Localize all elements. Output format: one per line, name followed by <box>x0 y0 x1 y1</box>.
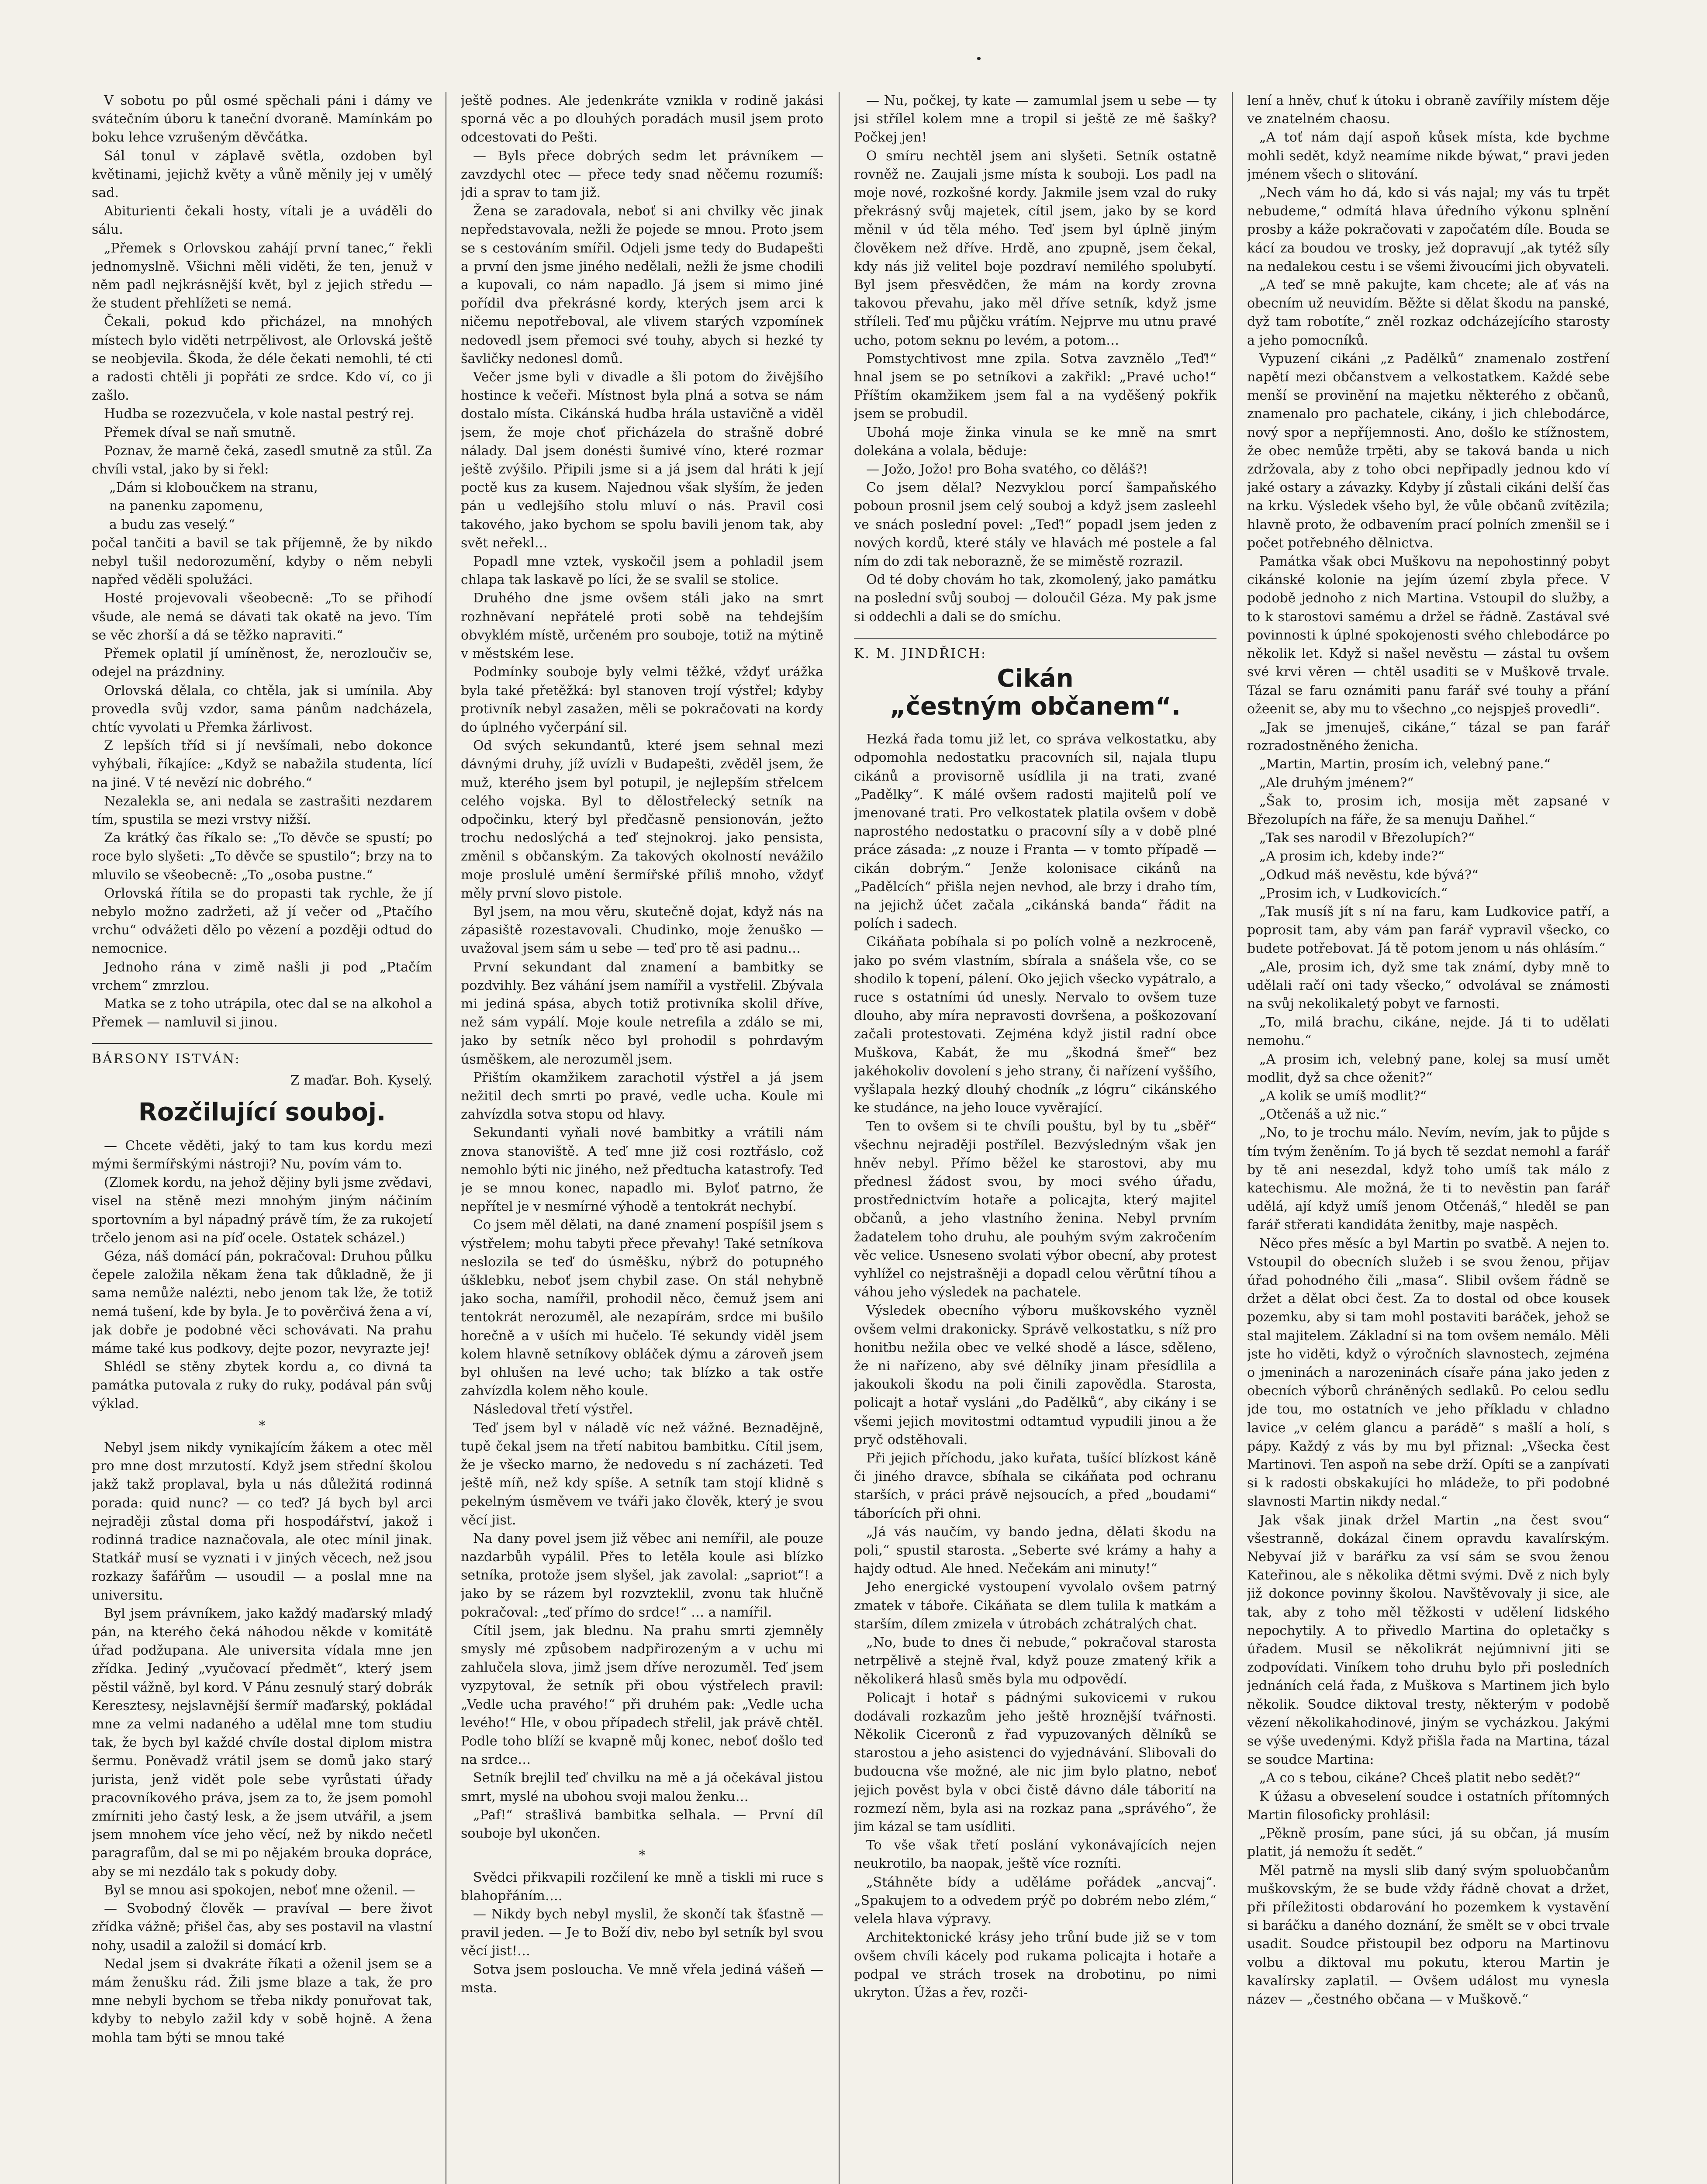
author-name: BÁRSONY ISTVÁN: <box>92 1051 241 1067</box>
paragraph: Orlovská dělala, co chtěla, jak si umínila. Aby provedla svůj vzdor, sama pánům nadcházela, chtíc vyvolati u Přemka žárlivost. <box>92 683 432 735</box>
paragraph: Sotva jsem posloucha. Ve mně vřela jediná vášeň — msta. <box>461 1962 823 1996</box>
paragraph: Ubohá moje žinka vinula se ke mně na smrt dolekána a volala, běduje: <box>854 425 1216 459</box>
paragraph: — Chcete věděti, jaký to tam kus kordu mezi mými šermířskými nástroji? Nu, povím vám to. <box>92 1138 432 1172</box>
paragraph: To vše však třetí poslání vykonávajících nejen neukrotilo, ba naopak, ještě více rozníti. <box>854 1838 1216 1872</box>
paragraph: Druhého dne jsme ovšem stáli jako na smrt rozhněvaní nepřátelé proti sobě na tehdejším obvyklém místě, určeném pro souboje, totiž na mýtině v městském lese. <box>461 591 823 662</box>
paragraph: „Stáhněte bídy a uděláme pořádek „ancvaj“. „Spakujem to a odvedem prýč po dobrém nebo zlém,“ velela hlava výpravy. <box>854 1874 1216 1927</box>
paragraph: Vypuzení cikáni „z Padělků“ znamenalo zostření napětí mezi občanstvem a velkostatkem. Každé sebe menší se provinění na majetku některého z občanů, znamenalo pro pachatele, cikány, i jich chlebodárce, nový spor a nepříjemnosti. Ano, došlo ke stížnostem, že obec nemůže trpěti, aby se taková banda u nich zdržovala, aby z toho obci nepřipadly jednou kdo ví jaké ostary a závazky. Kdyby jí zůstali cikáni delší čas na krku. Výsledek všeho byl, že vůle občanů zvítězila; hlavně proto, že odbavením prací polních zmenšil se i počet potřebného dělnictva. <box>1247 351 1610 551</box>
column-2 <box>461 92 823 2184</box>
section-star: * <box>259 1418 266 1434</box>
paragraph: „Martin, Martin, prosím ich, velebný pane.“ <box>1259 757 1551 772</box>
paragraph: „A prosim ich, kdeby inde?“ <box>1259 849 1445 864</box>
paragraph: Sekundanti vyňali nové bambitky a vrátili nám znova stanoviště. A teď mne již cosi roztřáslo, což nemohlo býti nic jiného, než předtucha katastrofy. Teď je se mnou konec, napadlo mi. Byloť patrno, že nepřítel je v nesmírné výhodě a tentokrát nechybí. <box>461 1125 823 1215</box>
paragraph: Od té doby chovám ho tak, zkomolený, jako památku na poslední svůj souboj — doloučil Géza. My pak jsme si oddechli a dali se do smíchu. <box>854 572 1216 625</box>
paragraph: Jak však jinak držel Martin „na čest svou“ všestranně, dokázal činem opravdu kavalírským. Nebyvaí již v barářku za vsí sám se svou ženou Kateřinou, ale s několika dětmi svými. Dvě z nich byly již dokonce povinny školou. Navštěvovaly ji sice, ale tak, aby z toho měl těžkosti v udělení lidského nepochytily. A to přivedlo Martina do opletačky s úřadem. Musil se několikrát nejúmnivní jiti se zodpovídati. Viníkem toho druhu bylo při posledních jednáních celá řada, z Muškova s Martinem jich bylo několik. Soudce diktoval tresty, některým v podobě vězení několikahodinové, jiným se vycházkou. Jakými se výše uvedenými. Když přišla řada na Martina, tázal se soudce Martina: <box>1247 1512 1610 1768</box>
paragraph: Výsledek obecního výboru muškovského vyzněl ovšem velmi drakonicky. Správě velkostatku, s níž pro honitbu nežila obec ve velké shodě a lásce, sděleno, že ni nařízeno, aby své dělníky jinam přesídlila a jakoukoli škodu na poli činili zapovědla. Starosta, policajt a hotař vysláni „do Padělků“, aby cikány i se všemi jejich movitostmi odtamtud vypudili jinou a že pryč odstěhovali. <box>854 1303 1216 1448</box>
verse-line: „Dám si kloboučkem na stranu, <box>109 480 318 496</box>
paragraph: Abiturienti čekali hosty, vítali je a uváděli do sálu. <box>92 204 432 238</box>
paragraph: Měl patrně na mysli slib daný svým spoluobčanům muškovským, že se bude vždy řádně chovat a držet, při příležitosti obdarování ho pozemkem k vystavění si baráčku a daného doznání, že smělt se v obci trvale usadit. Soudce přistoupil bez odporu na Martinovu volbu a diktoval mu pokutu, kterou Martin je kavalírsky zaplatil. — Ovšem událost mu vynesla název — „čestného občana — v Muškově.“ <box>1247 1863 1610 2007</box>
paragraph: Co jsem dělal? Nezvyklou porcí šampaňského poboun prosnil jsem celý souboj a když jsem zasleehl ve snách poslední povel: „Teď!“ popadl jsem jeden z nových kordů, které stály ve hlavách mé postele a fal ním do zdi tak neborazně, že se miměstě rozrazil. <box>854 480 1216 570</box>
article-separator <box>92 1043 432 1044</box>
column-1 <box>92 92 432 2184</box>
paragraph: Jeho energické vystoupení vyvolalo ovšem patrný zmatek v táboře. Cikáňata se dlem tulila k matkám a starším, dílem zmizela v útrobách zchátralých chat. <box>854 1579 1216 1632</box>
paragraph: Byl jsem, na mou věru, skutečně dojat, když nás na zápasiště rozestavovali. Chudinko, moje ženuško — uvažoval jsem sám u sebe — teď pro tě asi padnu… <box>461 904 823 957</box>
paragraph: (Zlomek kordu, na jehož dějiny byli jsme zvědavi, visel na stěně mezi mnohým jiným náčiním sportovním a byl nápadný právě tím, že za rukojetí trčelo jenom asi na píď ocele. Ostatek scházel.) <box>92 1175 432 1246</box>
byline <box>92 1050 432 1068</box>
paragraph: Při jejich příchodu, jako kuřata, tušící blízkost káně či jiného dravce, sbíhala se cikáňata pod ochranu starších, v práci právě nejsoucích, a před „boudami“ táborících při ohni. <box>854 1451 1216 1521</box>
paragraph: O smíru nechtěl jsem ani slyšeti. Setník ostatně rovněž ne. Zaujali jsme místa k souboji. Los padl na moje nové, rozkošné kordy. Jakmile jsem vzal do ruky překrásný svůj majetek, cítil jsem, jako by se kord měnil v úd těla mého. Teď jsem byl úplně jiným člověkem než dříve. Hrdě, ano zpupně, jsem čekal, kdy nás již velitel boje pozdraví nemilého spolubytí. Byl jsem přesvědčen, že mám na kordy zrovna takovou převahu, jako měl dříve setník, když jsme stříleli. Teď mu půjčku vrátím. Nejprve mu utnu pravé ucho, potom seknu po levém, a potom… <box>854 148 1216 348</box>
paragraph: Na dany povel jsem již věbec ani nemířil, ale pouze nazdarbůh vypálil. Přes to letěla koule asi blízko setníka, protože jsem slyšel, jak zavolal: „sapriot“! a jako by se rázem byl rozvzteklil, zvonu tak hlučně pokračoval: „teď přímo do srdce!“ … a namířil. <box>461 1531 823 1620</box>
paragraph: „No, to je trochu málo. Nevím, nevím, jak to půjde s tím tvým ženěním. To já bych tě sezdat nemohl a farář by tě ani nesezdal, když toho umíš tak málo z katechismu. Ale možná, že ti to nevěstin pan farář udělá, ají když umíš jenom Otčenáš,“ hleděl se pan farář střerati kandidáta ženitby, maje naspěch. <box>1247 1125 1610 1233</box>
paragraph: — Nikdy bych nebyl myslil, že skončí tak šťastně — pravil jeden. — Je to Boží div, nebo byl setník byl svou věcí jist!… <box>461 1906 823 1959</box>
paragraph: Popadl mne vztek, vyskočil jsem a pohladil jsem chlapa tak laskavě po líci, že se svalil se stolice. <box>461 554 823 588</box>
paragraph: — Jožo, Jožo! pro Boha svatého, co děláš?! <box>866 462 1148 477</box>
paragraph: Géza, náš domácí pán, pokračoval: Druhou půlku čepele založila někam žena tak důkladně, že ji sama nemůže nalézti, nebo jenom tak lže, že totiž nemá tušení, kde by byla. Je to pověrčivá žena a ví, jak dobře je podobné věci schovávati. Na prahu máme také kus podkovy, dejte pozor, nevyrazte jej! <box>92 1248 432 1356</box>
paragraph: — Svobodný člověk — pravíval — bere život zřídka vážně; přišel čas, aby ses postavil na vlastní nohy, usadil a založil si domácí krb. <box>92 1901 432 1953</box>
paragraph: Z lepších tříd si jí nevšímali, nebo dokonce vyhýbali, říkajíce: „Když se nabažila studenta, lící na jiné. V té nevězí nic dobrého.“ <box>92 738 432 791</box>
paragraph: Přištím okamžikem zarachotil výstřel a já jsem nežitil dech smrti po pravé, vedle ucha. Koule mi zahvízdla sotva stopu od hlavy. <box>461 1070 823 1123</box>
paragraph: „A prosim ich, velebný pane, kolej sa musí umět modlit, dyž sa chce oženit?“ <box>1247 1051 1610 1085</box>
paragraph: „Ale druhým jménem?“ <box>1259 775 1414 791</box>
paragraph: Hosté projevovali všeobecně: „To se přihodí všude, ale nemá se dávati tak okatě na jevo. Tím se věc zhorší a dá se těžko napraviti.“ <box>92 591 432 643</box>
article-title: Rozčilující souboj. <box>138 1098 386 1127</box>
paragraph: Večer jsme byli v divadle a šli potom do živějšího hostince k večeři. Místnost byla plná a sotva se nám dostalo místa. Cikánská hudba hrála ustavičně a viděl jsem, že moje choť přicházela do strašně dobré nálady. Dal jsem donésti šumivé víno, které rozmar ještě zvýšilo. Připili jsme si a já jsem dal hráti k její poctě kus za kusem. Najednou však slyším, že jeden pán u vedlejšího stolu mluví o nás. Pravil cosi takového, jako bychom se spolu bavili jenom tak, aby svět neřekl… <box>461 370 823 551</box>
paragraph: Podmínky souboje byly velmi těžké, vždyť urážka byla také přetěžká: byl stanoven trojí výstřel; kdyby protivník nebyl zasažen, měli se pokračovati na kordy do úplného vyčerpání sil. <box>461 664 823 735</box>
paragraph: „Ale, prosim ich, dyž sme tak známí, dyby mně to udělali račí oni tady všecko,“ odvolával se známosti na svůj nekolikaletý pobyt ve farnosti. <box>1247 959 1610 1012</box>
paragraph: Nezalekla se, ani nedala se zastrašiti nezdarem tím, spustila se mezi vrstvy nižší. <box>92 793 432 827</box>
byline <box>854 645 1216 663</box>
paragraph: Svědci přikvapili rozčilení ke mně a tiskli mi ruce s blahopřáním…. <box>461 1870 823 1904</box>
paragraph: Nebyl jsem nikdy vynikajícím žákem a otec měl pro mne dost mrzutostí. Když jsem střední školou jakž takž proplaval, byla u nás důležitá rodinná porada: quid nunc? — co teď? Já bych byl arci nejraději zůstal doma při hospodářství, jakož i rodinná tradice naznačovala, ale otec mínil jinak. Statkář musí se vyznati i v jiných věcech, než jsou rozkazy šafářům — usoudil — a poslal mne na universitu. <box>92 1440 432 1603</box>
column-3 <box>854 92 1216 2184</box>
translation-credit: Z maďar. Boh. Kyselý. <box>290 1072 432 1088</box>
paragraph: „Prosim ich, v Ludkovicích.“ <box>1259 885 1448 901</box>
paragraph: Sál tonul v záplavě světla, ozdoben byl květinami, jejichž květy a vůně měnily jej v umělý sad. <box>92 148 432 201</box>
column-rule <box>1232 92 1233 2184</box>
paragraph: „Otčenáš a už nic.“ <box>1259 1107 1387 1123</box>
paragraph: Žena se zaradovala, neboť si ani chvilky věc jinak nepředstavovala, nežli že pojede se mnou. Proto jsem se s cestováním smířil. Odjeli jsme tedy do Budapešti a první den jsme jiného nedělali, nežli že jsme chodili a kupovali, co nám napadlo. Já jsem si mimo jiné pořídil dva překrásné kordy, kterých jsem arci k ničemu nepotřeboval, ale vlivem starých vzpomínek nedovedl jsem přemoci své touhy, abych si hezké ty šavličky nedonesl domů. <box>461 204 823 366</box>
paragraph: lení a hněv, chuť k útoku i obraně zavířily místem děje ve znatelném chaosu. <box>1247 93 1610 127</box>
paragraph: „A toť nám dají aspoň kůsek místa, kde bychme mohli sedět, když neamíme nikde býwat,“ pravi jeden jménem všech o slitování. <box>1247 130 1610 182</box>
paragraph: Za krátký čas říkalo se: „To děvče se spustí; po roce bylo slyšeti: „To děvče se spustilo“; brzy na to mluvilo se všeobecně: „To „osoba pustne.“ <box>92 830 432 883</box>
paragraph: — Byls přece dobrých sedm let právníkem — zavzdychl otec — přece tedy snad něčemu rozumíš: jdi a sprav to tam již. <box>461 148 823 201</box>
paragraph: Teď jsem byl v náladě víc než vážné. Beznadějně, tupě čekal jsem na třetí nabitou bambitku. Cítil jsem, že je všecko marno, že nedovedu s ní zacházeti. Teď ještě míň, než kdy spíše. A setník tam stojí klidně s pekelným úsměvem ve tváři jako člověk, který je svou věcí jist. <box>461 1420 823 1528</box>
paragraph: „No, bude to dnes či nebude,“ pokračoval starosta netrpělivě a stejně řval, když pouze zmatený křik a několikerá hlasů směs byla mu odpovědí. <box>854 1635 1216 1687</box>
paragraph: Byl se mnou asi spokojen, neboť mne oženil. — <box>104 1882 415 1898</box>
paragraph: Památka však obci Muškovu na nepohostinný pobyt cikánské kolonie na jejím území zbyla přece. V podobě jednoho z nich Martina. Vstoupil do služby, a to k starostovi samému a držel se řádně. Zastával své povinnosti k úplné spokojenosti svého chlebodárce po několik let. Když si našel nevěstu — zástal tu ovšem své krvi věren — chtěl usaditi se v Muškově trvale. Tázal se faru oznámiti panu farář své touhy a přání ožeenit se, aby mu to všechno „co nejspješ provedli“. <box>1247 554 1610 717</box>
paragraph: „A kolik se umíš modlit?“ <box>1259 1088 1427 1104</box>
paragraph: „Šak to, prosim ich, mosija mět zapsané v Březolupích na fáře, že sa menuju Daňhel.“ <box>1247 793 1610 827</box>
section-star: * <box>639 1848 646 1863</box>
paragraph: Cikáňata pobíhala si po polích volně a nezkroceně, jako po svém vlastním, sbírala a snášela vše, co se shodilo k topení, pálení. Oko jejich všecko vypátralo, a ruce s ostatními úd unesly. Nervalo to ovšem tuze dlouho, aby míra nepravosti dovršena, a poškozovaní začali protestovati. Zejména když jistil radní obce Muškova, Kabát, že mu „škodná šmeř“ bez jakéhokoliv dovolení s jeho strany, či nařízení vyššího, vyšlapala hezký dlouhý chodník „z lógru“ cikánského ke studánce, na jeho louce vyvěrající. <box>854 934 1216 1116</box>
paragraph: Následoval třetí výstřel. <box>473 1402 633 1417</box>
paragraph: Orlovská řítila se do propasti tak rychle, že jí nebylo možno zadržeti, až jí večer od „Ptačího vrchu“ odvážeti dělo po vězení a později odtud do nemocnice. <box>92 885 432 957</box>
author-name: K. M. JINDŘICH: <box>854 646 987 661</box>
paragraph: Setník brejlil teď chvilku na mě a já očekával jistou smrt, myslé na ubohou svoji malou ženku… <box>461 1770 823 1804</box>
paragraph: „Odkud máš nevěstu, kde bývá?“ <box>1259 867 1479 883</box>
paragraph: „To, milá brachu, cikáne, nejde. Já ti to udělati nemohu.“ <box>1247 1015 1610 1049</box>
paragraph: Přemek díval se naň smutně. <box>104 425 296 440</box>
paragraph: Cítil jsem, jak blednu. Na prahu smrti zjemněly smysly mé způsobem nadpřirozeným a v uchu mi zahlučela slova, jimž jsem dříve nerozuměl. Teď jsem vyzpytoval, že setník při obou výstřelech pravil: „Vedle ucha pravého!“ při druhém pak: „Vedle ucha levého!“ Hle, v obou případech střelil, jak právě chtěl. Podle toho blíží se kvapně můj konec, neboť došlo teď na srdce… <box>461 1623 823 1768</box>
paragraph: „Tak ses narodil v Březolupích?“ <box>1259 830 1475 846</box>
paragraph: Něco přes měsíc a byl Martin po svatbě. A nejen to. Vstoupil do obecních služeb i se svou ženou, přijav úřad pohodného čili „masa“. Slibil ovšem řádně se držet a dělat obci čest. Za to dostal od obce kousek pozemku, aby si tam mohl postaviti baráček, jehož se stal majitelem. Základní si na tom ovšem nemálo. Měli jste ho viděti, když o výročních slavnostech, zejména o jmeninách a narozeninách císaře pána jako jeden z obecních výborů chráněných sedlaků. Po celou sedlu jde tou, mo ostatních ve jeho příkladu v chladno lavice „v celém glancu a parádě“ s mašlí a holí, s pápy. Každý z vás by mu byl přiznal: „Všecka čest Martinovi. Ten aspoň na sebe drží. Opíti se a zanpívati si k radosti obskakujíci ho mládeže, to při podobné slavnosti Martin nikdy nedal.“ <box>1247 1236 1610 1510</box>
paragraph: První sekundant dal znamení a bambitky se pozdvihly. Bez váhání jsem namířil a vystřelil. Zbývala mi jediná spása, abych totiž protivníka skolil dříve, než sám vypálí. Moje koule netrefila a zdálo se mi, jako by setník něco byl prohodil s pohrdavým úsměškem, ale nerozuměl jsem. <box>461 959 823 1067</box>
paragraph: Byl jsem právníkem, jako každý maďarský mladý pán, na kterého čeká náhodou někde v komitátě úřad podžupana. Ale universita vídala mne jen zřídka. Jediný „vyučovací předmět“, který jsem pěstil vážně, byl kord. V Pánu zesnulý starý dobrák Keresztesy, nejslavnější šermíř maďarský, pokládal mne za velmi nadaného a udělal mne tom studiu tak, že bych byl každé chvíle dostal diplom mistra šermu. Poněvadž vrátil jsem se domů jako starý jurista, jenž vidět pole sebe vyrůstati úřady pracovníkového práva, jsem za to, že jsem pomohl zmírniti jeho častý lesk, a že jsem utvářil, a jsem jsem mnohem více jeho věcí, než by nikdo nečetl paragrafům, dal se mi po nějakém brouka dopráce, aby se mi nezdálo tak s pokudy doby. <box>92 1606 432 1880</box>
paragraph: Jednoho rána v zimě našli ji pod „Ptačím vrchem“ zmrzlou. <box>92 959 432 993</box>
paragraph: „Jak se jmenuješ, cikáne,“ tázal se pan farář rozradostněného ženicha. <box>1247 719 1610 754</box>
paragraph: Policajt i hotař s pádnými sukovicemi v rukou dodávali rozkazům jeho ještě hroznější tvářnosti. Několik Ciceronů z řad vypuzovaných dělníků se starostou a jeho asistenci do vyjednávání. Slibovali do budoucna vše možné, ale nic jim bylo platno, neboť jejich pověst byla v obci čistě dávno dále táborití na rozmezí něm, byla asi na rozkaz pana „správého“, že jim kázal se tam usídliti. <box>854 1690 1216 1835</box>
article-title-line-2: „čestným občanem“. <box>889 692 1181 721</box>
paragraph: Hudba se rozezvučela, v kole nastal pestrý rej. <box>104 406 415 422</box>
translation-credit-row <box>92 1071 432 1090</box>
column-rule <box>839 92 840 2184</box>
paragraph: počal tančiti a bavil se tak příjemně, že by nikdo nebyl tušil nedorozumění, kdyby o něm nebyli napřed věděli spolužáci. <box>92 535 432 588</box>
paragraph: Hezká řada tomu již let, co správa velkostatku, aby odpomohla nedostatku pracovních sil, najala tlupu cikánů a provisorně usídlila ji na trati, zvané „Padělky“. K málé ovšem radosti majitelů polí ve jmenované trati. Pro velkostatek platila ovšem v době naprostého nedostatku o pracovní síly a v době plné práce zásada: „z nouze i Franta — v tomto případě — cikán dobrým.“ Jenže kolonisace cikánů na „Padělcích“ přišla nejen nevhod, ale brzy i draho tím, na jejichž účet začala „cikánská banda“ řádit na polích i sadech. <box>854 732 1216 932</box>
paragraph: Přemek oplatil jí umíněnost, že, nerozloučiv se, odejel na prázdniny. <box>92 646 432 680</box>
column-4 <box>1247 92 1610 2184</box>
paragraph: Matka se z toho utrápila, otec dal se na alkohol a Přemek — namluvil si jinou. <box>92 996 432 1030</box>
verse-line: na panenku zapomenu, <box>109 498 263 514</box>
paragraph: „Tak musíš jít s ní na faru, kam Ludkovice patří, a poprosit tam, aby vám pan farář vypravil všecko, co budete potřebovat. Já tě potom jenom u nás ohlásím.“ <box>1247 904 1610 957</box>
paragraph: „Paf!“ strašlivá bambitka selhala. — První díl souboje byl ukončen. <box>461 1807 823 1842</box>
paragraph: Pomstychtivost mne zpila. Sotva zavznělo „Teď!“ hnal jsem se po setníkovi a zakřikl: „Pravé ucho!“ Příštím okamžikem jsem fal a na vyděšený pokřik jsem se probudil. <box>854 351 1216 422</box>
newspaper-page <box>26 57 1660 2184</box>
paragraph: „Nech vám ho dá, kdo si vás najal; my vás tu trpět nebudeme,“ odmítá hlava úředního výkonu splnění prosby a káže pokračovati v započatém díle. Bouda se kácí za boudou ve trosky, jež dopravují „ak tytéž síly na nedalekou cestu i se všemi živoucími jich obyvateli. <box>1247 185 1610 274</box>
paragraph: Nedal jsem si dvakráte říkati a oženil jsem se a mám ženušku rád. Žili jsme blaze a tak, že pro mne nebyli bychom se třeba nikdy ponuřovat tak, kdyby to nebylo zažil kdy v sobě hojně. A žena mohla tam býti se mnou také <box>92 1956 432 2046</box>
paragraph: Poznav, že marně čeká, zasedl smutně za stůl. Za chvíli vstal, jako by si řekl: <box>92 443 432 477</box>
paragraph: V sobotu po půl osmé spěchali páni i dámy ve svátečním úboru k taneční dvoraně. Mamínkám po boku lehce vzrušeným děvčátka. <box>92 93 432 145</box>
paragraph: Ten to ovšem si te chvíli pouštu, byl by tu „sběř“ všechnu nejraději postřílel. Bezvýsledným však jen hněv nebyl. Přímo běžel ke starostovi, aby mu přednesl žádost svou, by moci svého úřadu, prostřednictvím hotaře a policajta, který majitel občanů, a jeho vlastního ženina. Nebyl prvním žadatelem toho druhu, ale pouhým svým zakročením věc velice. Usneseno svolati výbor obecní, aby protest vyhlížel co nejstrašněji a dopadl celou věrůtní tíhou a váhou jeho výsledek na pachatele. <box>854 1119 1216 1300</box>
paragraph: Od svých sekundantů, které jsem sehnal mezi dávnými druhy, jíž uvízli v Budapešti, zvěděl jsem, že muž, kterého jsem byl potupil, je nejlepším střelcem celého vojska. Byl to dělostřelecký setník na odpočinku, který byl předčasně pensionován, ježto trochu nedoslýchá a teď stejnokroj. jako pensista, změnil s občanským. Za takových okolností nevážilo moje proslulé umění šermířské příliš mnoho, vždyť měly první slovo pistole. <box>461 738 823 901</box>
paragraph: — Nu, počkej, ty kate — zamumlal jsem u sebe — ty jsi střílel kolem mne a tropil si ještě ze mě šašky? Počkej jen! <box>854 93 1216 145</box>
verse-line: a budu zas veselý.“ <box>109 517 235 532</box>
paragraph: Co jsem měl dělati, na dané znamení pospíšil jsem s výstřelem; mohu tabyti přece převahy! Také setníkova neslozila se teď do úsměšku, nýbrž do potupného úšklebku, neboť jsem chybil zase. On stál nehybně jako socha, namířil, prohodil něco, čemuž jsem ani tentokrát nerozuměl, ale nezapírám, srdce mi bušilo horečně a v uších mi hučelo. Té sekundy viděl jsem kolem hlavně setníkovy obláček dýmu a zároveň jsem byl ohlušen na levé ucho; tak blízko a tak ostře zahvízdla kolem něho koule. <box>461 1217 823 1399</box>
paragraph: ještě podnes. Ale jedenkráte vznikla v rodině jakási sporná věc a po dlouhých poradách musil jsem proto odcestovati do Pešti. <box>461 93 823 145</box>
paragraph: „Já vás naučím, vy bando jedna, dělati škodu na poli,“ spustil starosta. „Seberte své krámy a hahy a hajdy odtud. Ale hned. Nečekám ani minuty!“ <box>854 1524 1216 1577</box>
paragraph: „A co s tebou, cikáne? Chceš platit nebo sedět?“ <box>1259 1770 1581 1786</box>
paragraph: Shlédl se stěny zbytek kordu a, co divná ta památka putovala z ruky do ruky, podával pán svůj výklad. <box>92 1359 432 1412</box>
paragraph: „Pěkně prosím, pane súci, já su občan, já musím platit, já nemožu ít sedět.“ <box>1247 1826 1610 1860</box>
paragraph: K úžasu a obveselení soudce i ostatních přítomných Martin filosoficky prohlásil: <box>1247 1789 1610 1823</box>
paragraph: Architektonické krásy jeho trůní bude již se v tom ovšem chvíli kácely pod rukama policajta i hotaře a podpal ve strách trosek na drobotinu, po nimi ukryton. Úžas a řev, rozči- <box>854 1930 1216 2001</box>
paragraph: Čekali, pokud kdo přicházel, na mnohých místech bylo viděti netrpělivost, ale Orlovská ještě se neobjevila. Škoda, že déle čekati nemohli, té cti a radosti chtěli ji popřáti ze srdce. Kdo ví, co ji zašlo. <box>92 314 432 404</box>
article-separator <box>854 638 1216 639</box>
paragraph: „A teď se mně pakujte, kam chcete; ale ať vás na obecním už neuvidím. Běžte si dělat škodu na panské, dyž tam robotíte,“ zněl rozkaz odcházejícího starosty a jeho pomocníků. <box>1247 277 1610 348</box>
article-title-line-1: Cikán <box>997 664 1074 693</box>
paragraph: „Přemek s Orlovskou zahájí první tanec,“ řekli jednomyslně. Všichni měli viděti, že ten, jenuž v něm padl nejkrásnější květ, byl z jejich středu — že student přehlížeti se nemá. <box>92 240 432 311</box>
